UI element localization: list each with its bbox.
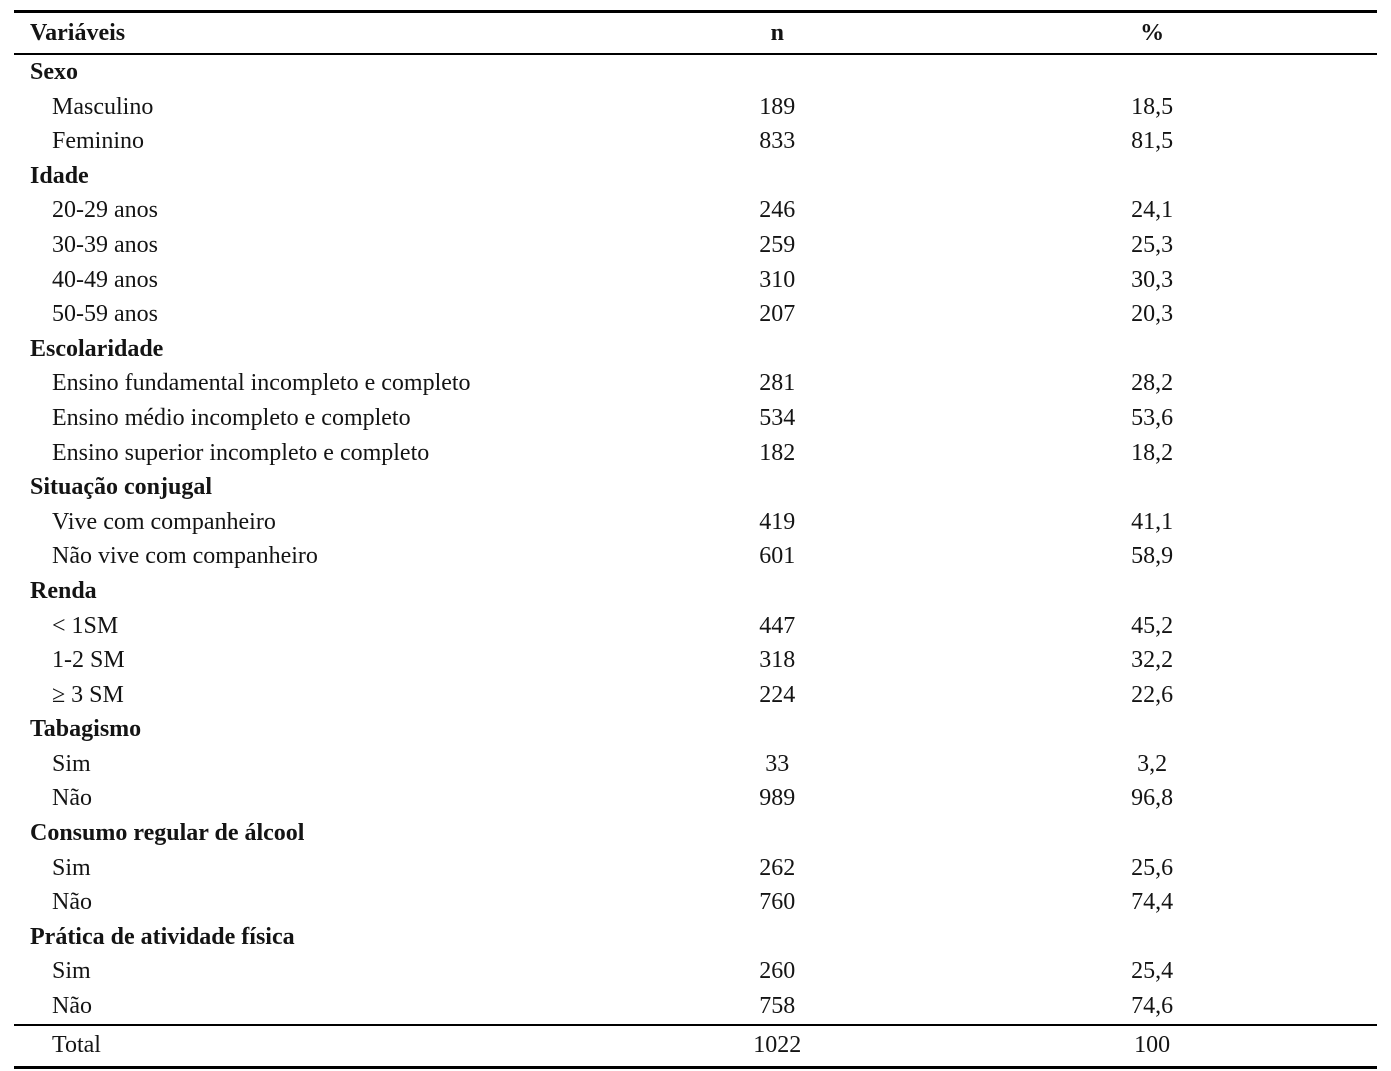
row-label: Ensino fundamental incompleto e completo — [52, 370, 471, 397]
row-n: 534 — [759, 404, 796, 431]
row-n: 207 — [759, 301, 796, 328]
row-pct: 32,2 — [1131, 647, 1174, 674]
empty-cell — [627, 159, 927, 194]
table-row — [14, 747, 1377, 782]
empty-cell — [627, 816, 927, 851]
row-pct: 28,2 — [1131, 370, 1174, 397]
row-label: Vive com companheiro — [52, 508, 276, 535]
row-label: Feminino — [52, 128, 145, 155]
section-header-row-escolaridade — [14, 332, 1377, 367]
row-label: Ensino médio incompleto e completo — [52, 404, 411, 431]
row-label: 40-49 anos — [52, 266, 158, 293]
row-pct: 18,2 — [1131, 439, 1174, 466]
row-n: 246 — [759, 197, 796, 224]
row-n: 259 — [759, 231, 796, 258]
table-row — [14, 954, 1377, 989]
row-pct: 25,6 — [1131, 854, 1174, 881]
row-label: Sim — [52, 958, 91, 985]
section-header-row-situacao-conjugal — [14, 470, 1377, 505]
empty-cell — [927, 332, 1377, 367]
row-label: 20-29 anos — [52, 197, 158, 224]
empty-cell — [627, 470, 927, 505]
row-pct: 24,1 — [1131, 197, 1174, 224]
row-label: Sim — [52, 854, 91, 881]
row-label: Masculino — [52, 93, 154, 120]
section-header: Tabagismo — [30, 716, 142, 743]
row-pct: 22,6 — [1131, 681, 1174, 708]
total-n: 1022 — [627, 1025, 927, 1068]
demographics-table — [14, 10, 1377, 1069]
row-n: 833 — [759, 128, 796, 155]
total-pct: 100 — [927, 1025, 1377, 1068]
table-row — [14, 90, 1377, 125]
row-label: Sim — [52, 750, 91, 777]
row-pct: 3,2 — [1137, 750, 1168, 777]
table-row — [14, 228, 1377, 263]
row-n: 281 — [759, 370, 796, 397]
row-label: Não — [52, 993, 92, 1020]
table-row — [14, 436, 1377, 471]
row-label: Ensino superior incompleto e completo — [52, 439, 430, 466]
section-header-row-renda — [14, 574, 1377, 609]
row-label: 1-2 SM — [52, 647, 125, 674]
row-label: Não vive com companheiro — [52, 543, 318, 570]
section-header-row-tabagismo — [14, 712, 1377, 747]
empty-cell — [927, 920, 1377, 955]
row-n: 601 — [759, 543, 796, 570]
table-row — [14, 505, 1377, 540]
row-pct: 20,3 — [1131, 301, 1174, 328]
empty-cell — [627, 332, 927, 367]
table-row — [14, 297, 1377, 332]
section-header: Consumo regular de álcool — [30, 820, 305, 847]
row-label: Não — [52, 889, 92, 916]
row-pct: 18,5 — [1131, 93, 1174, 120]
empty-cell — [927, 574, 1377, 609]
table-row — [14, 539, 1377, 574]
total-label: Total — [14, 1025, 627, 1068]
row-pct: 25,4 — [1131, 958, 1174, 985]
table-row — [14, 124, 1377, 159]
empty-cell — [627, 574, 927, 609]
empty-cell — [627, 712, 927, 747]
table-row — [14, 643, 1377, 678]
table-row — [14, 609, 1377, 644]
row-n: 758 — [759, 993, 796, 1020]
table-row — [14, 851, 1377, 886]
row-n: 419 — [759, 508, 796, 535]
row-n: 760 — [759, 889, 796, 916]
row-n: 224 — [759, 681, 796, 708]
section-header-row-atividade-fisica — [14, 920, 1377, 955]
empty-cell — [627, 920, 927, 955]
row-n: 33 — [765, 750, 790, 777]
empty-cell — [927, 54, 1377, 90]
section-header-row-idade — [14, 159, 1377, 194]
row-n: 989 — [759, 785, 796, 812]
empty-cell — [927, 816, 1377, 851]
table-row — [14, 781, 1377, 816]
table-row — [14, 263, 1377, 298]
section-header: Escolaridade — [30, 335, 164, 362]
empty-cell — [927, 470, 1377, 505]
row-pct: 45,2 — [1131, 612, 1174, 639]
row-label: 50-59 anos — [52, 301, 158, 328]
row-n: 182 — [759, 439, 796, 466]
row-pct: 30,3 — [1131, 266, 1174, 293]
table-header-row — [14, 12, 1377, 55]
row-pct: 74,4 — [1131, 889, 1174, 916]
table-row — [14, 401, 1377, 436]
row-n: 260 — [759, 958, 796, 985]
row-pct: 41,1 — [1131, 508, 1174, 535]
section-header-row-consumo-alcool — [14, 816, 1377, 851]
section-header: Idade — [30, 162, 89, 189]
row-pct: 58,9 — [1131, 543, 1174, 570]
empty-cell — [627, 54, 927, 90]
empty-cell — [927, 712, 1377, 747]
column-header-variaveis: Variáveis — [14, 12, 627, 55]
table-row-total — [14, 1025, 1377, 1068]
column-header-percent: % — [927, 12, 1377, 55]
table-row — [14, 989, 1377, 1025]
row-pct: 81,5 — [1131, 128, 1174, 155]
row-pct: 96,8 — [1131, 785, 1174, 812]
table-row — [14, 885, 1377, 920]
row-label: 30-39 anos — [52, 231, 158, 258]
row-n: 310 — [759, 266, 796, 293]
row-label: ≥ 3 SM — [52, 681, 124, 708]
table-row — [14, 366, 1377, 401]
row-pct: 53,6 — [1131, 404, 1174, 431]
column-header-n: n — [627, 12, 927, 55]
row-label: < 1SM — [52, 612, 119, 639]
row-n: 189 — [759, 93, 796, 120]
table-row — [14, 193, 1377, 228]
row-n: 318 — [759, 647, 796, 674]
row-n: 447 — [759, 612, 796, 639]
row-pct: 25,3 — [1131, 231, 1174, 258]
section-header: Prática de atividade física — [30, 923, 295, 950]
row-pct: 74,6 — [1131, 993, 1174, 1020]
section-header-row-sexo — [14, 54, 1377, 90]
table-row — [14, 678, 1377, 713]
section-header: Situação conjugal — [30, 474, 213, 501]
row-n: 262 — [759, 854, 796, 881]
empty-cell — [927, 159, 1377, 194]
row-label: Não — [52, 785, 92, 812]
section-header: Sexo — [30, 59, 78, 85]
section-header: Renda — [30, 577, 97, 604]
